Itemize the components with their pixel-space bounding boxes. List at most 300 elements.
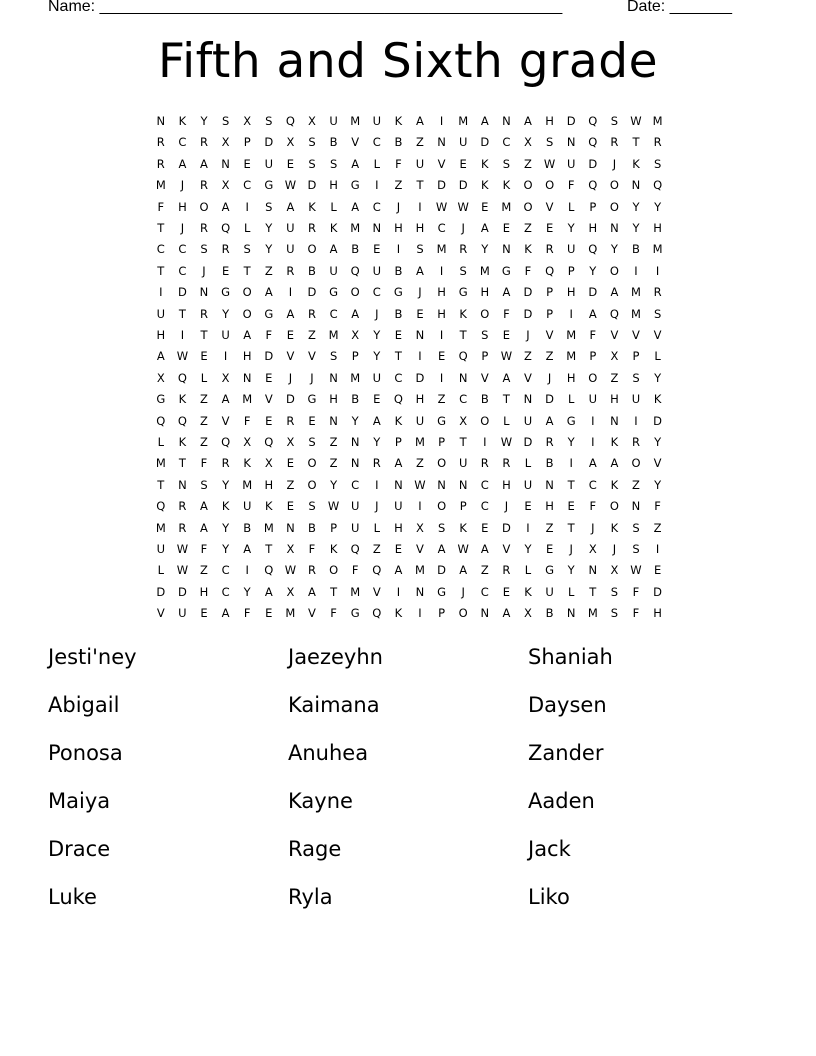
grid-letter: T [178, 456, 186, 471]
grid-letter: D [264, 349, 274, 364]
grid-letter: M [631, 285, 641, 300]
grid-letter: Q [609, 306, 619, 321]
grid-letter: H [329, 392, 338, 407]
grid-letter: D [588, 156, 598, 171]
grid-letter: U [588, 392, 597, 407]
grid-letter: M [587, 606, 598, 621]
grid-letter: E [265, 606, 273, 621]
grid-letter: R [307, 221, 316, 235]
grid-letter: I [569, 306, 573, 321]
grid-letter: E [481, 199, 489, 214]
grid-letter: G [156, 392, 166, 407]
grid-letter: H [415, 392, 425, 407]
grid-letter: L [243, 221, 251, 235]
grid-letter: X [610, 349, 619, 364]
grid-letter: I [526, 520, 530, 535]
grid-letter: U [566, 242, 576, 257]
grid-letter: O [329, 563, 339, 578]
grid-letter: K [524, 584, 532, 599]
grid-letter: B [632, 242, 640, 257]
grid-letter: H [178, 199, 187, 214]
grid-letter: A [200, 156, 208, 171]
word-list-item: Kayne [288, 789, 353, 813]
grid-letter: A [416, 114, 424, 128]
grid-letter: K [610, 477, 619, 492]
grid-letter: U [350, 520, 360, 535]
grid-letter: Q [588, 242, 598, 257]
grid-letter: H [480, 285, 490, 300]
grid-letter: U [178, 606, 187, 621]
grid-letter: R [545, 242, 554, 257]
grid-letter: Z [524, 156, 532, 171]
grid-letter: E [265, 413, 273, 428]
grid-letter: F [200, 542, 208, 556]
grid-letter: A [588, 306, 597, 321]
grid-letter: C [588, 477, 597, 492]
grid-letter: N [502, 242, 511, 257]
grid-letter: P [481, 349, 489, 364]
grid-letter: D [545, 392, 555, 407]
grid-letter: S [243, 242, 251, 257]
grid-letter: Q [350, 263, 360, 278]
grid-letter: B [351, 242, 360, 257]
grid-letter: B [308, 520, 316, 535]
grid-letter: Q [177, 413, 187, 428]
grid-letter: F [567, 178, 575, 193]
grid-letter: H [610, 392, 619, 407]
grid-letter: T [459, 435, 467, 449]
grid-letter: I [483, 435, 487, 449]
grid-letter: P [589, 199, 597, 214]
grid-letter: E [524, 499, 532, 514]
grid-letter: U [221, 328, 230, 342]
grid-letter: I [569, 456, 573, 471]
grid-letter: M [350, 114, 361, 128]
grid-letter: Y [567, 435, 575, 449]
grid-letter: L [373, 520, 380, 535]
grid-letter: V [221, 413, 230, 428]
grid-letter: B [351, 392, 360, 407]
grid-letter: L [654, 349, 661, 364]
grid-letter: M [350, 584, 361, 599]
grid-letter: H [502, 477, 511, 492]
grid-letter: P [351, 349, 359, 364]
word-list-item: Ponosa [48, 741, 123, 765]
grid-letter: J [526, 328, 530, 342]
grid-letter: U [458, 456, 468, 471]
grid-letter: S [653, 156, 662, 171]
grid-letter: T [178, 306, 186, 321]
grid-letter: S [610, 114, 619, 128]
grid-letter: T [394, 349, 402, 364]
grid-letter: N [480, 606, 490, 621]
grid-letter: S [632, 370, 640, 385]
grid-letter: X [524, 606, 532, 621]
grid-letter: Y [330, 477, 338, 492]
grid-letter: Q [221, 221, 231, 235]
grid-letter: W [457, 199, 469, 214]
grid-letter: L [567, 392, 575, 407]
grid-letter: D [285, 392, 295, 407]
grid-letter: Y [632, 199, 640, 214]
grid-letter: I [591, 435, 595, 449]
grid-letter: B [545, 606, 554, 621]
grid-letter: X [221, 370, 230, 385]
grid-letter: N [523, 392, 533, 407]
grid-letter: S [329, 349, 338, 364]
grid-letter: Q [653, 178, 663, 193]
grid-letter: V [653, 328, 662, 342]
grid-letter: N [329, 413, 338, 428]
grid-letter: D [523, 285, 533, 300]
grid-letter: W [500, 349, 513, 364]
grid-letter: L [157, 435, 164, 449]
word-list-item: Aaden [528, 789, 595, 813]
grid-letter: A [502, 285, 511, 300]
grid-letter: Q [588, 114, 598, 128]
grid-letter: F [589, 499, 597, 514]
grid-letter: A [588, 456, 597, 471]
grid-letter: I [375, 178, 379, 193]
grid-letter: W [414, 477, 426, 492]
grid-letter: G [566, 413, 576, 428]
grid-letter: B [394, 135, 403, 150]
grid-letter: K [329, 221, 338, 235]
grid-letter: E [308, 413, 316, 428]
grid-letter: X [264, 456, 273, 471]
grid-letter: V [308, 349, 316, 364]
grid-letter: M [242, 477, 253, 492]
grid-letter: I [439, 114, 444, 128]
grid-letter: S [481, 328, 489, 342]
grid-letter: F [243, 606, 251, 621]
grid-letter: N [156, 114, 166, 128]
grid-letter: Z [394, 178, 403, 193]
grid-letter: A [437, 542, 446, 556]
grid-letter: E [286, 456, 295, 471]
grid-letter: E [437, 349, 446, 364]
grid-letter: T [157, 263, 165, 278]
grid-letter: G [437, 413, 447, 428]
grid-letter: P [438, 435, 446, 449]
grid-letter: C [329, 306, 338, 321]
word-list-item: Shaniah [528, 645, 613, 669]
grid-letter: D [501, 520, 511, 535]
grid-letter: O [588, 370, 598, 385]
grid-letter: M [479, 263, 490, 278]
grid-letter: K [459, 520, 467, 535]
grid-letter: D [177, 584, 187, 599]
grid-letter: R [631, 435, 640, 449]
grid-letter: Y [222, 542, 230, 556]
grid-letter: S [265, 114, 273, 128]
grid-letter: C [372, 285, 381, 300]
grid-letter: F [654, 499, 661, 514]
grid-letter: L [157, 563, 164, 578]
grid-letter: U [415, 413, 425, 428]
grid-letter: Y [222, 306, 230, 321]
grid-letter: Y [351, 413, 359, 428]
grid-letter: I [634, 263, 638, 278]
grid-letter: A [286, 199, 295, 214]
grid-letter: W [457, 542, 469, 556]
grid-letter: I [418, 349, 422, 364]
grid-letter: E [286, 499, 295, 514]
grid-letter: C [221, 563, 230, 578]
grid-letter: N [199, 285, 209, 300]
grid-letter: A [610, 285, 619, 300]
grid-letter: F [632, 584, 640, 599]
grid-letter: Q [588, 178, 598, 193]
grid-letter: F [200, 456, 208, 471]
word-list-item: Liko [528, 885, 570, 909]
grid-letter: N [566, 135, 576, 150]
grid-letter: Q [393, 392, 403, 407]
grid-letter: D [458, 178, 468, 193]
grid-letter: L [567, 199, 575, 214]
grid-letter: A [264, 584, 273, 599]
grid-letter: K [221, 499, 230, 514]
grid-letter: E [221, 263, 230, 278]
grid-letter: F [395, 156, 402, 171]
grid-letter: K [524, 242, 532, 257]
grid-letter: V [286, 349, 295, 364]
grid-letter: Z [480, 563, 489, 578]
grid-letter: E [545, 221, 554, 235]
grid-letter: T [632, 135, 640, 150]
grid-letter: U [631, 392, 641, 407]
grid-letter: N [588, 563, 598, 578]
grid-letter: Z [545, 349, 554, 364]
grid-letter: S [610, 584, 619, 599]
grid-letter: V [545, 199, 554, 214]
grid-letter: C [156, 242, 165, 257]
grid-letter: J [375, 306, 379, 321]
grid-letter: F [632, 606, 640, 621]
grid-letter: K [632, 156, 640, 171]
grid-letter: H [545, 114, 554, 128]
grid-letter: S [308, 435, 316, 449]
grid-letter: K [394, 413, 403, 428]
grid-letter: M [155, 456, 166, 471]
grid-letter: E [286, 328, 295, 342]
grid-letter: X [416, 520, 424, 535]
grid-letter: A [524, 114, 532, 128]
grid-letter: M [458, 114, 469, 128]
grid-letter: M [242, 392, 253, 407]
grid-letter: O [307, 456, 317, 471]
grid-letter: F [351, 563, 359, 578]
grid-letter: P [567, 263, 575, 278]
grid-letter: C [480, 584, 489, 599]
grid-letter: U [264, 156, 273, 171]
grid-letter: X [308, 114, 316, 128]
grid-letter: C [437, 221, 446, 235]
grid-letter: V [308, 606, 316, 621]
grid-letter: K [265, 499, 273, 514]
grid-letter: I [655, 542, 660, 556]
grid-letter: I [591, 413, 595, 428]
word-list-item: Drace [48, 837, 111, 861]
grid-letter: Y [567, 221, 575, 235]
grid-letter: O [523, 178, 533, 193]
grid-letter: E [373, 392, 381, 407]
grid-letter: N [329, 370, 338, 385]
grid-letter: A [416, 263, 424, 278]
grid-letter: K [178, 114, 187, 128]
grid-letter: E [653, 563, 662, 578]
grid-letter: E [394, 542, 403, 556]
grid-letter: Z [200, 435, 208, 449]
grid-letter: K [329, 542, 338, 556]
grid-letter: Z [610, 370, 619, 385]
grid-letter: U [372, 263, 381, 278]
grid-letter: V [372, 584, 381, 599]
grid-letter: Z [308, 328, 316, 342]
grid-letter: E [286, 156, 295, 171]
grid-letter: D [177, 285, 187, 300]
grid-letter: V [632, 328, 640, 342]
grid-letter: Y [265, 221, 273, 235]
grid-letter: A [243, 542, 252, 556]
grid-letter: T [200, 328, 208, 342]
grid-letter: E [265, 370, 273, 385]
grid-letter: A [286, 306, 295, 321]
grid-letter: K [178, 435, 187, 449]
grid-letter: Z [437, 392, 446, 407]
grid-letter: H [545, 499, 554, 514]
grid-letter: W [630, 563, 642, 578]
grid-letter: M [566, 349, 577, 364]
grid-letter: U [458, 135, 468, 150]
grid-letter: G [350, 178, 360, 193]
grid-letter: Y [589, 263, 597, 278]
grid-letter: Q [372, 606, 382, 621]
grid-letter: T [265, 542, 273, 556]
grid-letter: I [439, 328, 444, 342]
grid-letter: M [350, 221, 361, 235]
grid-letter: Z [264, 263, 273, 278]
grid-letter: R [307, 306, 316, 321]
page-title: Fifth and Sixth grade [158, 34, 658, 89]
grid-letter: J [591, 520, 595, 535]
grid-letter: P [394, 435, 402, 449]
grid-letter: I [180, 328, 185, 342]
grid-letter: U [286, 221, 295, 235]
grid-letter: Y [222, 477, 230, 492]
grid-letter: E [394, 328, 403, 342]
grid-letter: K [178, 392, 187, 407]
grid-letter: S [200, 477, 208, 492]
grid-letter: K [394, 114, 403, 128]
grid-letter: Y [610, 242, 618, 257]
grid-letter: K [459, 306, 467, 321]
grid-letter: E [502, 584, 511, 599]
grid-letter: J [310, 370, 314, 385]
grid-letter: R [199, 221, 208, 235]
grid-letter: D [523, 306, 533, 321]
grid-letter: Z [416, 456, 424, 471]
grid-letter: G [350, 606, 360, 621]
grid-letter: U [372, 370, 381, 385]
name-field-label: Name: ____________________________________________________ [48, 0, 563, 15]
grid-letter: Y [524, 542, 532, 556]
grid-letter: N [631, 499, 641, 514]
grid-letter: Y [654, 199, 662, 214]
grid-letter: R [199, 306, 208, 321]
grid-letter: O [307, 242, 317, 257]
grid-letter: X [286, 435, 295, 449]
grid-letter: I [288, 285, 293, 300]
grid-letter: F [243, 413, 251, 428]
grid-letter: L [524, 563, 532, 578]
grid-letter: Y [222, 520, 230, 535]
grid-letter: Q [156, 413, 166, 428]
grid-letter: I [418, 606, 422, 621]
grid-letter: A [221, 392, 230, 407]
grid-letter: Q [285, 114, 295, 128]
grid-letter: D [307, 285, 317, 300]
grid-letter: H [242, 349, 252, 364]
grid-letter: W [435, 199, 448, 214]
grid-letter: S [632, 542, 640, 556]
grid-letter: E [481, 520, 489, 535]
grid-letter: R [286, 263, 295, 278]
grid-letter: O [437, 456, 447, 471]
grid-letter: T [157, 221, 165, 235]
grid-letter: R [199, 135, 208, 150]
grid-letter: R [653, 285, 662, 300]
grid-letter: Q [372, 563, 382, 578]
grid-letter: T [589, 584, 597, 599]
grid-letter: S [610, 606, 619, 621]
grid-letter: M [501, 199, 512, 214]
grid-letter: X [221, 178, 230, 193]
word-list-item: Zander [528, 741, 604, 765]
grid-letter: T [416, 178, 424, 193]
grid-letter: E [200, 606, 208, 621]
grid-letter: X [610, 563, 619, 578]
grid-letter: A [156, 349, 165, 364]
grid-letter: S [221, 114, 230, 128]
grid-letter: S [200, 242, 208, 257]
grid-letter: Z [200, 392, 208, 407]
word-list-item: Rage [288, 837, 342, 861]
grid-letter: E [502, 328, 511, 342]
grid-letter: M [263, 520, 274, 535]
word-list-item: Abigail [48, 693, 120, 717]
grid-letter: N [350, 435, 360, 449]
grid-letter: A [351, 306, 360, 321]
grid-letter: U [156, 542, 165, 556]
grid-letter: N [221, 156, 230, 171]
grid-letter: C [178, 263, 187, 278]
grid-letter: V [351, 135, 360, 150]
grid-letter: O [350, 285, 360, 300]
grid-letter: N [458, 370, 468, 385]
grid-letter: F [330, 606, 337, 621]
grid-letter: Z [632, 477, 640, 492]
grid-letter: H [264, 477, 274, 492]
grid-letter: B [394, 306, 403, 321]
grid-letter: S [329, 156, 338, 171]
grid-letter: X [351, 328, 360, 342]
grid-letter: O [631, 456, 641, 471]
grid-letter: R [610, 135, 619, 150]
grid-letter: A [221, 606, 230, 621]
grid-letter: I [418, 499, 422, 514]
grid-letter: K [610, 520, 619, 535]
